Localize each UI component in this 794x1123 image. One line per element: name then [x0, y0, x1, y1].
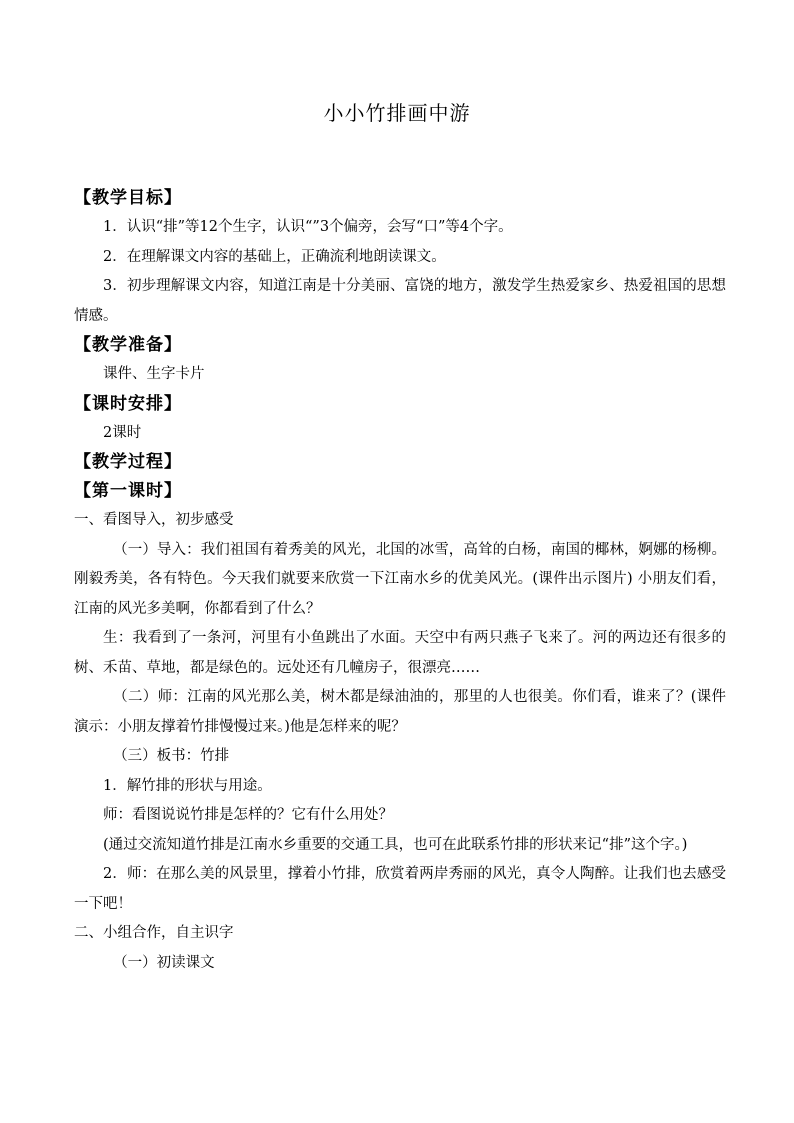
section-heading-goals: 【教学目标】: [74, 188, 182, 208]
section-heading-process: 【教学过程】: [74, 452, 182, 472]
section-heading-prep: 【教学准备】: [74, 335, 182, 355]
prep-text: 课件、生字卡片: [103, 366, 205, 382]
paragraph: 师：看图说说竹排是怎样的？它有什么用处？: [103, 807, 393, 823]
schedule-text: 2课时: [103, 424, 142, 441]
paragraph: 2．师：在那么美的风景里，撑着小竹排，欣赏着两岸秀丽的风光，真令人陶醉。让我们也去感受一下吧！: [74, 866, 726, 912]
goal-item: 1．认识“排”等12个生字，认识“”3个偏旁，会写“口”等4个字。: [103, 219, 513, 235]
goal-item: 3．初步理解课文内容，知道江南是十分美丽、富饶的地方，激发学生热爱家乡、热爱祖国的思想情感。: [74, 278, 726, 324]
paragraph: （三）板书：竹排: [113, 748, 230, 764]
paragraph: 1．解竹排的形状与用途。: [103, 777, 272, 794]
document-body: [74, 184, 726, 978]
paragraph: （二）师：江南的风光那么美，树木都是绿油油的，那里的人也很美。你们看，谁来了？(课件演示：小朋友撑着竹排慢慢过来。)他是怎样来的呢？: [74, 689, 726, 735]
paragraph: 生：我看到了一条河，河里有小鱼跳出了水面。天空中有两只燕子飞来了。河的两边还有很多的树、禾苗、草地，都是绿色的。远处还有几幢房子，很漂亮……: [74, 630, 726, 676]
paragraph: （一）导入：我们祖国有着秀美的风光，北国的冰雪，高耸的白杨，南国的椰林，婀娜的杨柳。刚毅秀美，各有特色。今天我们就要来欣赏一下江南水乡的优美风光。(课件出示图片) 小朋友们看，江南的风光多美啊，你都看到了什么？: [74, 541, 726, 617]
paragraph: （一）初读课文: [113, 954, 215, 971]
part1-title: 一、看图导入，初步感受: [74, 512, 234, 528]
section-heading-lesson1: 【第一课时】: [74, 481, 182, 501]
part2-title: 二、小组合作，自主识字: [74, 925, 234, 941]
document-title: 小小竹排画中游: [323, 101, 471, 125]
goal-item: 2．在理解课文内容的基础上，正确流利地朗读课文。: [103, 248, 446, 265]
section-heading-schedule: 【课时安排】: [74, 393, 182, 414]
paragraph: (通过交流知道竹排是江南水乡重要的交通工具，也可在此联系竹排的形状来记“排”这个字。): [103, 836, 688, 853]
